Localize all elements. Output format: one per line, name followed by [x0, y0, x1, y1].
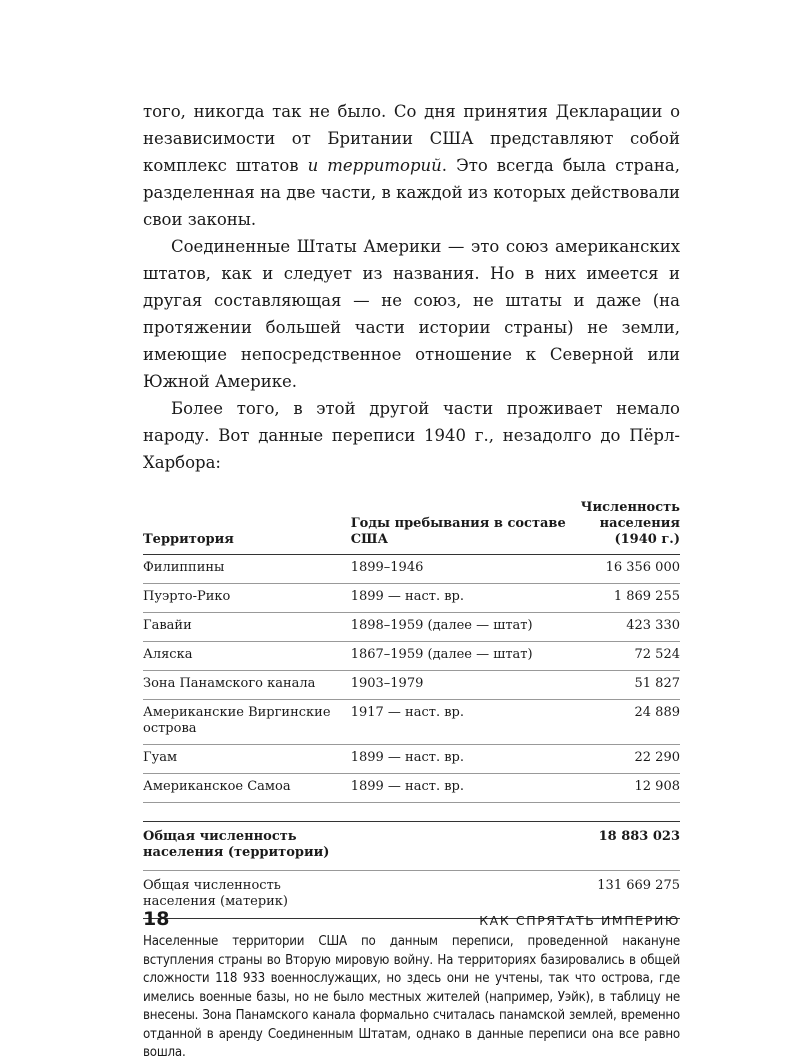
- years-cell: 1867–1959 (далее — штат): [351, 642, 569, 671]
- total-row: [143, 822, 680, 871]
- table-body: [143, 555, 680, 919]
- table-row: [143, 745, 680, 774]
- paragraph-1-text: того, никогда так не было. Со дня принятия Декларации о независимости от Британии США представляют собой комплекс штатов: [143, 102, 680, 175]
- paragraph-2: Соединенные Штаты Америки — это союз американских штатов, как и следует из названия. Но в них имеется и другая составляющая — не союз, не штаты и даже (на протяжении большей части истории страны) не земли, имеющие непосредственное отношение к Северной или Южной Америке.: [143, 237, 680, 391]
- spacer-cell: [569, 803, 680, 822]
- spacer-cell: [143, 803, 351, 822]
- table-row: [143, 584, 680, 613]
- table-row: [143, 671, 680, 700]
- territory-cell: Аляска: [143, 642, 351, 671]
- population-cell: 24 889: [569, 700, 680, 745]
- total-population: 18 883 023: [569, 822, 680, 871]
- page-number: 18: [143, 908, 170, 930]
- total-label: Общая численность населения (территории): [143, 822, 351, 871]
- table-row: [143, 642, 680, 671]
- years-cell: 1898–1959 (далее — штат): [351, 613, 569, 642]
- population-cell: 22 290: [569, 745, 680, 774]
- territory-cell: Зона Панамского канала: [143, 671, 351, 700]
- census-table: [143, 500, 680, 919]
- years-cell: 1899 — наст. вр.: [351, 745, 569, 774]
- table-row: [143, 613, 680, 642]
- running-head: КАК СПРЯТАТЬ ИМПЕРИЮ: [479, 913, 680, 928]
- years-cell: 1903–1979: [351, 671, 569, 700]
- years-cell: 1917 — наст. вр.: [351, 700, 569, 745]
- table-spacer: [143, 803, 680, 822]
- spacer-cell: [351, 803, 569, 822]
- territory-cell: Американские Виргинские острова: [143, 700, 351, 745]
- territory-cell: Филиппины: [143, 555, 351, 584]
- territory-cell: Американское Самоа: [143, 774, 351, 803]
- population-cell: 12 908: [569, 774, 680, 803]
- header-territory: Территория: [143, 500, 351, 555]
- population-cell: 72 524: [569, 642, 680, 671]
- table-caption: Населенные территории США по данным переписи, проведенной накануне вступления страны во Вторую мировую войну. На территориях базировались в общей сложности 118 933 военнослужащих, но здесь они не учтены, так что острова, где имелись военные базы, но не было местных жителей (например, Уэйк), в таблицу не внесены. Зона Панамского канала формально считалась панамской землей, временно отданной в аренду Соединенным Штатам, однако в данные переписи она все равно вошла.: [143, 934, 680, 1060]
- table-row: [143, 700, 680, 745]
- territory-cell: Пуэрто-Рико: [143, 584, 351, 613]
- header-population: Численность населения (1940 г.): [569, 500, 680, 555]
- population-cell: 1 869 255: [569, 584, 680, 613]
- page-footer: [143, 908, 680, 932]
- years-cell: 1899 — наст. вр.: [351, 584, 569, 613]
- years-cell: 1899–1946: [351, 555, 569, 584]
- table-row: [143, 774, 680, 803]
- population-cell: 423 330: [569, 613, 680, 642]
- table-header-row: [143, 500, 680, 555]
- population-cell: 16 356 000: [569, 555, 680, 584]
- paragraph-1-end: . Это всегда была страна, разделенная на две части, в каждой из которых действовали свои законы.: [143, 156, 680, 229]
- paragraph-3: Более того, в этой другой части проживает немало народу. Вот данные переписи 1940 г., незадолго до Пёрл-Харбора:: [143, 399, 680, 472]
- empty-cell: [351, 822, 569, 871]
- territory-cell: Гавайи: [143, 613, 351, 642]
- header-years: Годы пребывания в составе США: [351, 500, 569, 555]
- paragraph-1: [143, 98, 680, 233]
- paragraph-1-emphasis: и территорий: [307, 156, 442, 175]
- years-cell: 1899 — наст. вр.: [351, 774, 569, 803]
- mainland-population: 131 669 275: [569, 871, 680, 919]
- territory-cell: Гуам: [143, 745, 351, 774]
- population-cell: 51 827: [569, 671, 680, 700]
- table-row: [143, 555, 680, 584]
- mainland-label: Общая численность населения (материк): [143, 871, 351, 919]
